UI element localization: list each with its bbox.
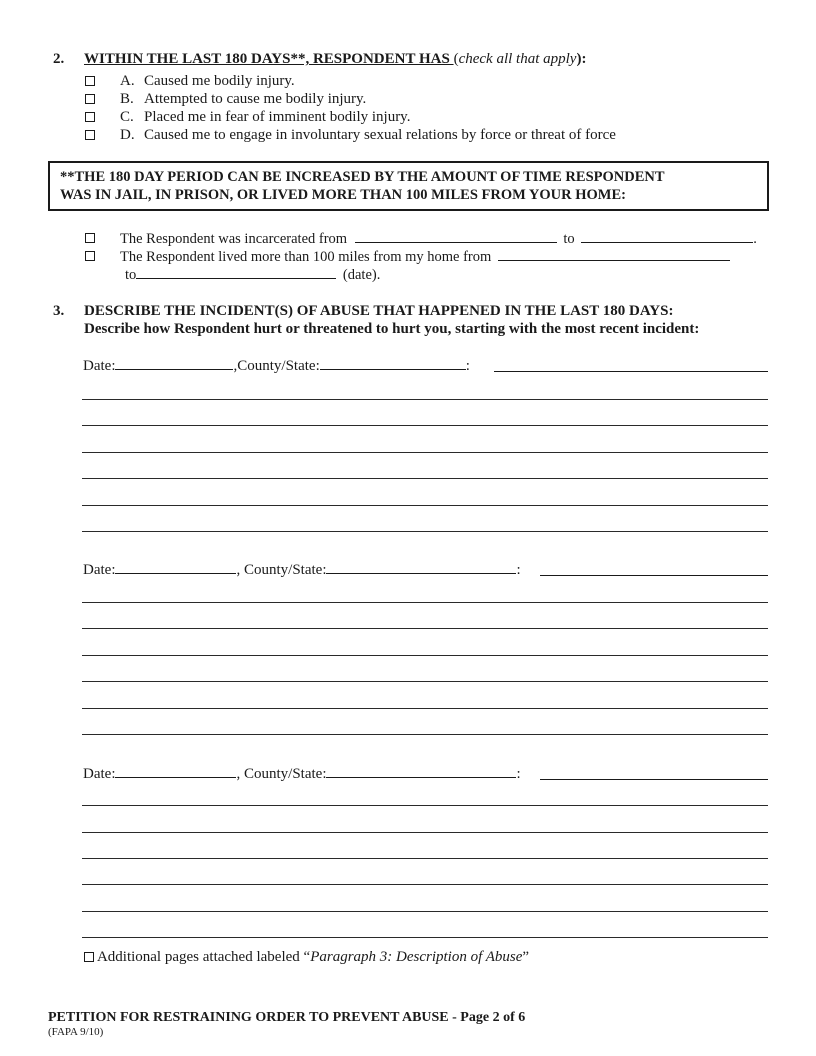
- incident-2-line-5[interactable]: [82, 708, 768, 709]
- notice-line-1: **THE 180 DAY PERIOD CAN BE INCREASED BY THE AMOUNT OF TIME RESPONDENT: [60, 169, 665, 185]
- incident-3-line-3[interactable]: [82, 858, 768, 859]
- incident-3-summary-field[interactable]: [540, 779, 768, 780]
- incident-2-line-2[interactable]: [82, 628, 768, 629]
- additional-pages-label: Additional pages attached labeled “: [96, 949, 311, 965]
- option-c: [85, 108, 411, 126]
- lived-away-label: The Respondent lived more than 100 miles from my home from: [120, 249, 492, 265]
- option-b: [85, 90, 367, 108]
- section-2-heading-text: WITHIN THE LAST 180 DAYS**, RESPONDENT HAS: [84, 51, 454, 67]
- incident-3-county-label: , County/State:: [236, 766, 327, 782]
- section-3-number: 3.: [53, 303, 65, 319]
- incident-1-line-3[interactable]: [82, 452, 768, 453]
- notice-line-2: WAS IN JAIL, IN PRISON, OR LIVED MORE THAN 100 MILES FROM YOUR HOME:: [60, 187, 626, 203]
- incident-3-date-label: Date:: [83, 766, 116, 782]
- incident-1-county-label: ,County/State:: [233, 358, 320, 374]
- section-2-heading: WITHIN THE LAST 180 DAYS**, RESPONDENT HAS (check all that apply):: [84, 51, 587, 67]
- incident-3-line-1[interactable]: [82, 805, 768, 806]
- option-a-text: Caused me bodily injury.: [144, 73, 295, 89]
- option-a-letter: A.: [120, 73, 135, 89]
- checkbox-incarcerated[interactable]: [85, 233, 95, 243]
- checkbox-option-c[interactable]: [85, 112, 95, 122]
- incident-1-line-4[interactable]: [82, 478, 768, 479]
- additional-pages-row: Additional pages attached labeled “Paragraph 3: Description of Abuse”: [84, 948, 529, 966]
- footer-form-code: (FAPA 9/10): [48, 1026, 104, 1038]
- incident-3-county-field[interactable]: [326, 764, 516, 778]
- incident-3-line-4[interactable]: [82, 884, 768, 885]
- incident-2-county-field[interactable]: [326, 560, 516, 574]
- incident-1-line-2[interactable]: [82, 425, 768, 426]
- option-b-letter: B.: [120, 91, 134, 107]
- incident-2-date-label: Date:: [83, 562, 116, 578]
- incarcerated-to-field[interactable]: [581, 229, 753, 243]
- incident-2-line-6[interactable]: [82, 734, 768, 735]
- additional-pages-label-italic: Paragraph 3: Description of Abuse: [310, 949, 523, 965]
- lived-away-from-field[interactable]: [498, 247, 730, 261]
- incident-2-date-field[interactable]: [115, 560, 236, 574]
- section-3-heading: DESCRIBE THE INCIDENT(S) OF ABUSE THAT HAPPENED IN THE LAST 180 DAYS:: [84, 303, 674, 319]
- option-c-text: Placed me in fear of imminent bodily injury.: [144, 109, 411, 125]
- incident-2-line-4[interactable]: [82, 681, 768, 682]
- option-b-text: Attempted to cause me bodily injury.: [144, 91, 367, 107]
- incarcerated-to-label: to: [563, 231, 575, 247]
- incident-3-header: Date: , County/State: :: [83, 766, 521, 782]
- footer-title: PETITION FOR RESTRAINING ORDER TO PREVENT ABUSE - Page 2 of 6: [48, 1010, 526, 1025]
- lived-away-to-label: to: [125, 267, 137, 283]
- incident-1-summary-field[interactable]: [494, 371, 768, 372]
- incarcerated-label: The Respondent was incarcerated from: [120, 231, 348, 247]
- incident-1-line-1[interactable]: [82, 399, 768, 400]
- incident-2-county-label: , County/State:: [236, 562, 327, 578]
- incident-2-line-3[interactable]: [82, 655, 768, 656]
- option-d-text: Caused me to engage in involuntary sexual relations by force or threat of force: [144, 127, 616, 143]
- incarcerated-row: [85, 229, 95, 247]
- incident-1-line-6[interactable]: [82, 531, 768, 532]
- incident-1-date-label: Date:: [83, 358, 116, 374]
- incident-2-header: Date: , County/State: :: [83, 562, 521, 578]
- incident-3-date-field[interactable]: [115, 764, 236, 778]
- incident-1-date-field[interactable]: [115, 356, 233, 370]
- incident-2-line-1[interactable]: [82, 602, 768, 603]
- lived-away-to-row: [125, 265, 380, 284]
- option-a: [85, 72, 295, 90]
- incarcerated-text: The Respondent was incarcerated from to .: [120, 231, 757, 247]
- section-2-heading-note: check all that apply: [458, 51, 577, 67]
- incarcerated-from-field[interactable]: [355, 229, 557, 243]
- checkbox-lived-away[interactable]: [85, 251, 95, 261]
- incident-3-line-2[interactable]: [82, 832, 768, 833]
- incident-3-line-6[interactable]: [82, 937, 768, 938]
- incident-2-summary-field[interactable]: [540, 575, 768, 576]
- option-d-letter: D.: [120, 127, 135, 143]
- lived-away-text: [120, 247, 730, 266]
- incident-3-line-5[interactable]: [82, 911, 768, 912]
- incident-1-header: Date: ,County/State: :: [83, 358, 470, 374]
- section-2-number: 2.: [53, 51, 65, 67]
- option-c-letter: C.: [120, 109, 134, 125]
- incident-1-county-field[interactable]: [320, 356, 466, 370]
- lived-away-to-field[interactable]: [136, 265, 336, 279]
- lived-away-date-label: (date).: [342, 267, 381, 283]
- option-d: [85, 126, 616, 144]
- checkbox-option-b[interactable]: [85, 94, 95, 104]
- checkbox-additional-pages[interactable]: [84, 952, 94, 962]
- lived-away-row: [85, 247, 95, 265]
- section-3-subheading: Describe how Respondent hurt or threatened to hurt you, starting with the most recent incident:: [84, 321, 700, 337]
- incident-1-line-5[interactable]: [82, 505, 768, 506]
- checkbox-option-d[interactable]: [85, 130, 95, 140]
- checkbox-option-a[interactable]: [85, 76, 95, 86]
